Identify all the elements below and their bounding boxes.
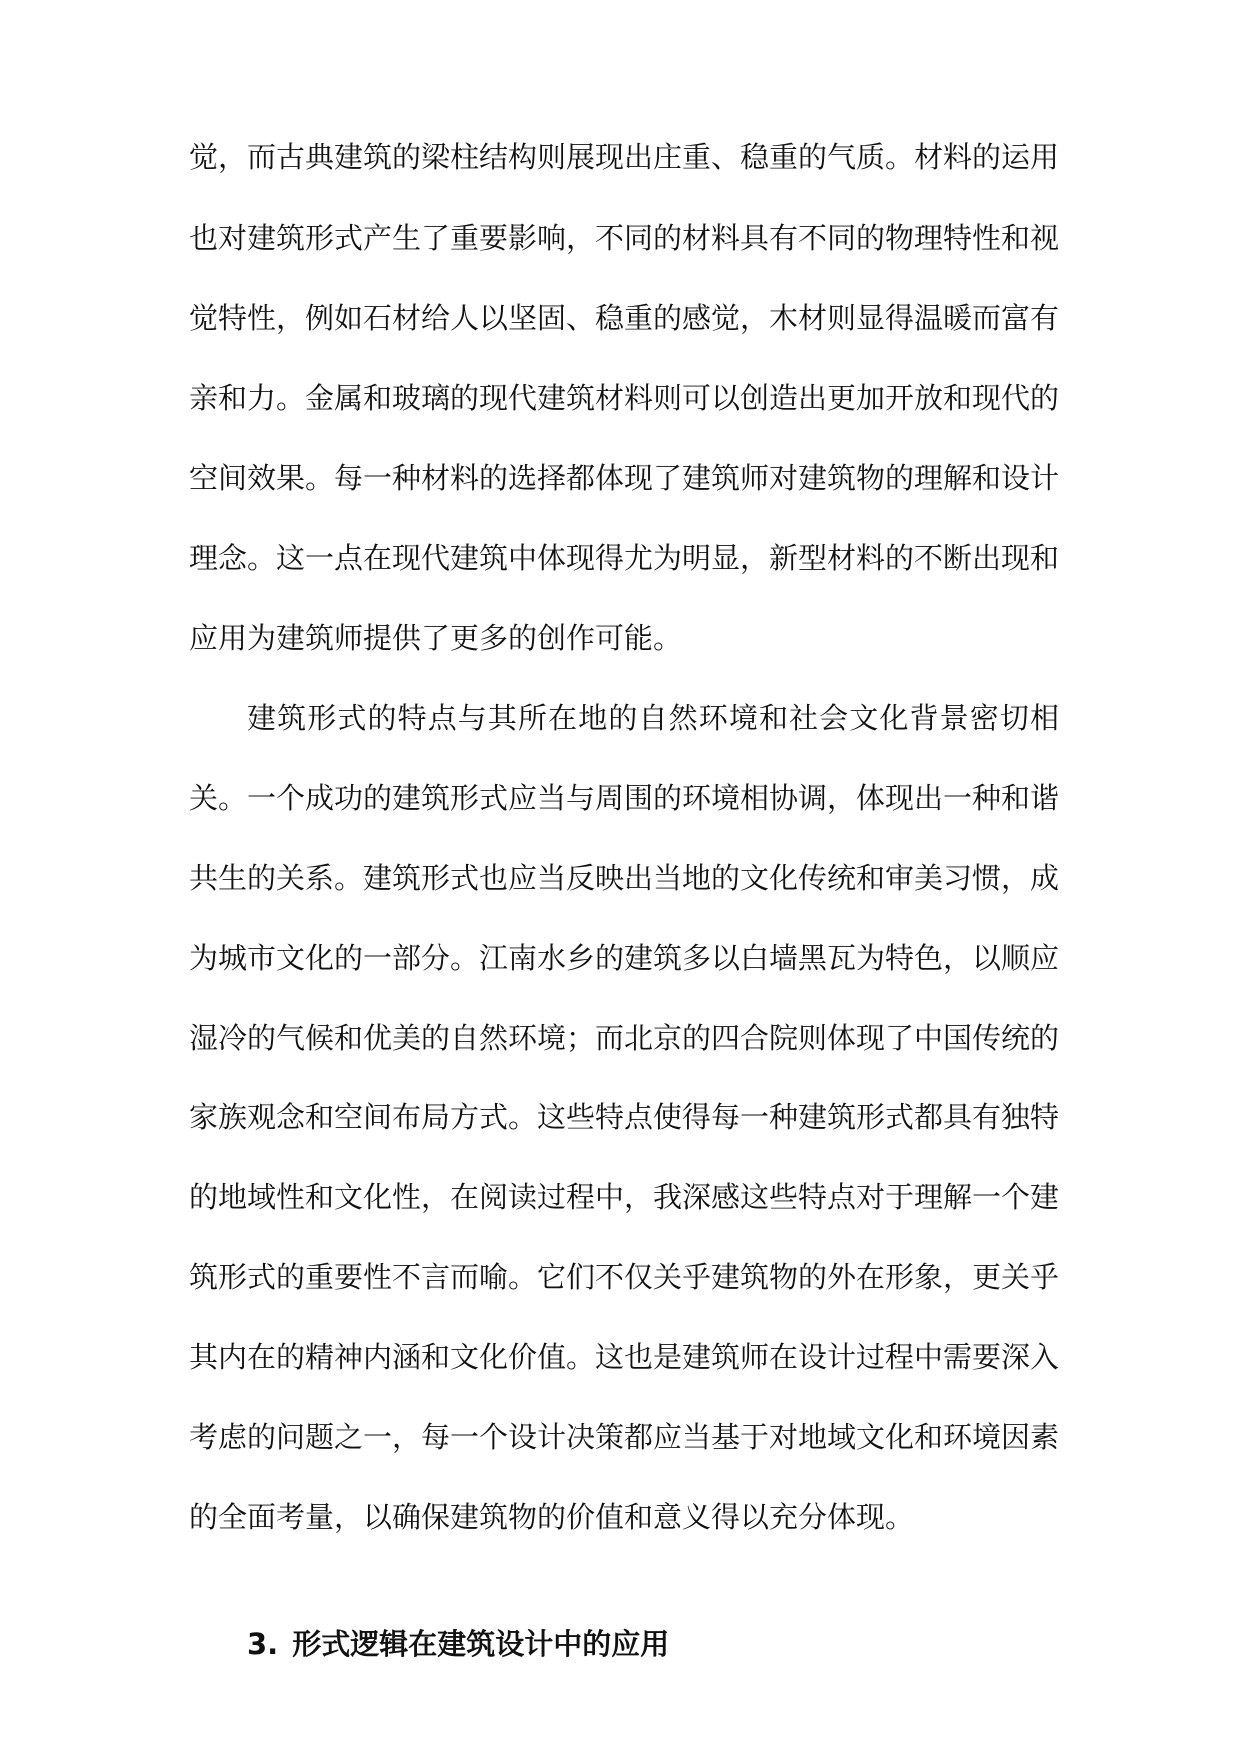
- paragraph-line: 考虑的问题之一，每一个设计决策都应当基于对地域文化和环境因素: [189, 1420, 1059, 1454]
- paragraph-line: 觉，而古典建筑的梁柱结构则展现出庄重、稳重的气质。材料的运用: [189, 140, 1059, 174]
- paragraph-line: 的全面考量，以确保建筑物的价值和意义得以充分体现。: [189, 1500, 915, 1534]
- paragraph-line: 家族观念和空间布局方式。这些特点使得每一种建筑形式都具有独特: [189, 1100, 1059, 1134]
- section-number: 3.: [247, 1627, 279, 1661]
- paragraph-line: 觉特性，例如石材给人以坚固、稳重的感觉，木材则显得温暖而富有: [189, 301, 1059, 335]
- paragraph-line: 筑形式的重要性不言而喻。它们不仅关乎建筑物的外在形象，更关乎: [189, 1260, 1059, 1294]
- paragraph-line: 也对建筑形式产生了重要影响，不同的材料具有不同的物理特性和视: [189, 221, 1059, 255]
- paragraph-line: 共生的关系。建筑形式也应当反映出当地的文化传统和审美习惯，成: [189, 861, 1059, 895]
- paragraph-line: 其内在的精神内涵和文化价值。这也是建筑师在设计过程中需要深入: [189, 1340, 1059, 1374]
- paragraph-line: 湿冷的气候和优美的自然环境；而北京的四合院则体现了中国传统的: [189, 1021, 1059, 1055]
- paragraph-line: 应用为建筑师提供了更多的创作可能。: [189, 621, 683, 655]
- paragraph-line: 理念。这一点在现代建筑中体现得尤为明显，新型材料的不断出现和: [189, 541, 1059, 575]
- paragraph-line: 建筑形式的特点与其所在地的自然环境和社会文化背景密切相: [247, 701, 1059, 735]
- section-heading: [247, 1624, 669, 1664]
- paragraph-line: 关。一个成功的建筑形式应当与周围的环境相协调，体现出一种和谐: [189, 781, 1059, 815]
- section-title: 形式逻辑在建筑设计中的应用: [292, 1627, 670, 1661]
- paragraph-line: 为城市文化的一部分。江南水乡的建筑多以白墙黑瓦为特色，以顺应: [189, 941, 1059, 975]
- paragraph-line: 空间效果。每一种材料的选择都体现了建筑师对建筑物的理解和设计: [189, 461, 1059, 495]
- paragraph-line: 的地域性和文化性，在阅读过程中，我深感这些特点对于理解一个建: [189, 1180, 1059, 1214]
- paragraph-line: 亲和力。金属和玻璃的现代建筑材料则可以创造出更加开放和现代的: [189, 381, 1059, 415]
